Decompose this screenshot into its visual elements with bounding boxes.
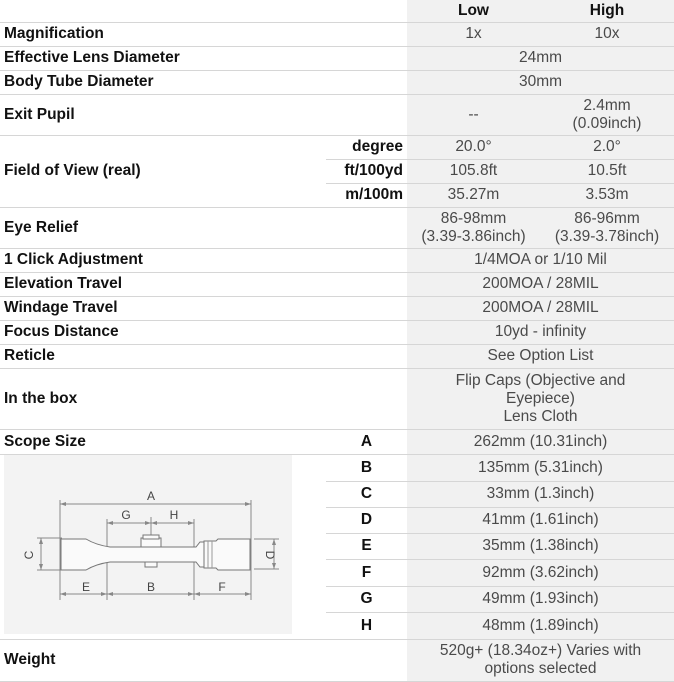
fov-m-unit: m/100m [326,183,407,207]
weight-line-2: options selected [484,660,597,677]
scope-size-value-e: 35mm (1.38inch) [407,533,674,559]
header-high: High [540,0,674,22]
scope-size-value-g: 49mm (1.93inch) [407,586,674,612]
exit-pupil-high-inch: (0.09inch) [572,114,642,132]
windage-travel-value: 200MOA / 28MIL [407,296,674,320]
tube-diameter-label: Body Tube Diameter [0,70,407,94]
row-fov-degree [0,135,674,159]
scope-size-value-d: 41mm (1.61inch) [407,507,674,533]
row-elevation-travel [0,272,674,296]
scope-diagram [4,455,292,634]
reticle-label: Reticle [0,344,407,368]
scope-size-key-a: A [326,429,407,454]
row-in-the-box [0,368,674,429]
fov-ft-low: 105.8ft [407,159,540,183]
row-tube-diameter [0,70,674,94]
exit-pupil-low: -- [407,94,540,135]
header-low: Low [407,0,540,22]
eye-relief-low-inch: (3.39-3.86inch) [421,227,526,245]
windage-travel-label: Windage Travel [0,296,407,320]
row-reticle [0,344,674,368]
eye-relief-label: Eye Relief [0,207,407,248]
scope-size-key-c: C [326,481,407,507]
click-adjustment-value: 1/4MOA or 1/10 Mil [407,248,674,272]
scope-size-key-d: D [326,507,407,533]
weight-line-1: 520g+ (18.34oz+) Varies with [439,642,642,659]
scope-size-key-f: F [326,559,407,586]
row-focus-distance [0,320,674,344]
in-the-box-value [407,368,674,429]
fov-degree-low: 20.0° [407,135,540,159]
fov-m-low: 35.27m [407,183,540,207]
tube-diameter-value: 30mm [407,70,674,94]
row-scope-size-b [0,454,674,481]
row-scope-size-a [0,429,674,454]
scope-size-value-a: 262mm (10.31inch) [407,429,674,454]
scope-size-value-b: 135mm (5.31inch) [407,454,674,481]
row-windage-travel [0,296,674,320]
row-magnification [0,22,674,46]
weight-value [407,639,674,681]
scope-size-value-f: 92mm (3.62inch) [407,559,674,586]
in-the-box-label: In the box [0,368,407,429]
diagram-label-h: H [169,507,179,522]
header-row [0,0,674,22]
elevation-travel-value: 200MOA / 28MIL [407,272,674,296]
exit-pupil-high-mm: 2.4mm [583,96,631,114]
row-eye-relief [0,207,674,248]
diagram-label-d: D [263,550,277,559]
exit-pupil-high [540,94,674,135]
diagram-label-g: G [121,507,131,522]
scope-size-value-c: 33mm (1.3inch) [407,481,674,507]
scope-size-key-b: B [326,454,407,481]
eye-relief-high [540,207,674,248]
magnification-low: 1x [407,22,540,46]
lens-diameter-value: 24mm [407,46,674,70]
diagram-label-f: F [218,579,226,594]
row-weight [0,639,674,681]
reticle-value: See Option List [407,344,674,368]
eye-relief-low-mm: 86-98mm [440,209,507,227]
magnification-label: Magnification [0,22,407,46]
diagram-label-e: E [81,579,91,594]
focus-distance-value: 10yd - infinity [407,320,674,344]
fov-degree-unit: degree [326,135,407,159]
header-blank [0,0,407,22]
in-the-box-line-1: Flip Caps (Objective and [455,371,626,389]
fov-ft-unit: ft/100yd [326,159,407,183]
scope-size-key-g: G [326,586,407,612]
scope-size-key-h: H [326,612,407,639]
eye-relief-high-inch: (3.39-3.78inch) [554,227,660,245]
in-the-box-line-2: Eyepiece) [506,389,575,407]
scope-size-value-h: 48mm (1.89inch) [407,612,674,639]
row-click-adjustment [0,248,674,272]
fov-m-high: 3.53m [540,183,674,207]
eye-relief-high-mm: 86-96mm [574,209,640,227]
scope-diagram-svg [4,455,292,634]
row-exit-pupil [0,94,674,135]
diagram-label-a: A [146,488,156,503]
scope-size-key-e: E [326,533,407,559]
fov-degree-high: 2.0° [540,135,674,159]
lens-diameter-label: Effective Lens Diameter [0,46,407,70]
click-adjustment-label: 1 Click Adjustment [0,248,407,272]
scope-diagram-cell [0,454,326,639]
weight-label: Weight [0,639,407,681]
row-lens-diameter [0,46,674,70]
in-the-box-line-3: Lens Cloth [503,407,578,425]
elevation-travel-label: Elevation Travel [0,272,407,296]
fov-ft-high: 10.5ft [540,159,674,183]
exit-pupil-label: Exit Pupil [0,94,407,135]
diagram-label-c: C [22,550,36,559]
eye-relief-low [407,207,540,248]
fov-label: Field of View (real) [0,135,326,207]
magnification-high: 10x [540,22,674,46]
focus-distance-label: Focus Distance [0,320,407,344]
diagram-label-b: B [146,579,156,594]
scope-size-label: Scope Size [0,429,326,454]
